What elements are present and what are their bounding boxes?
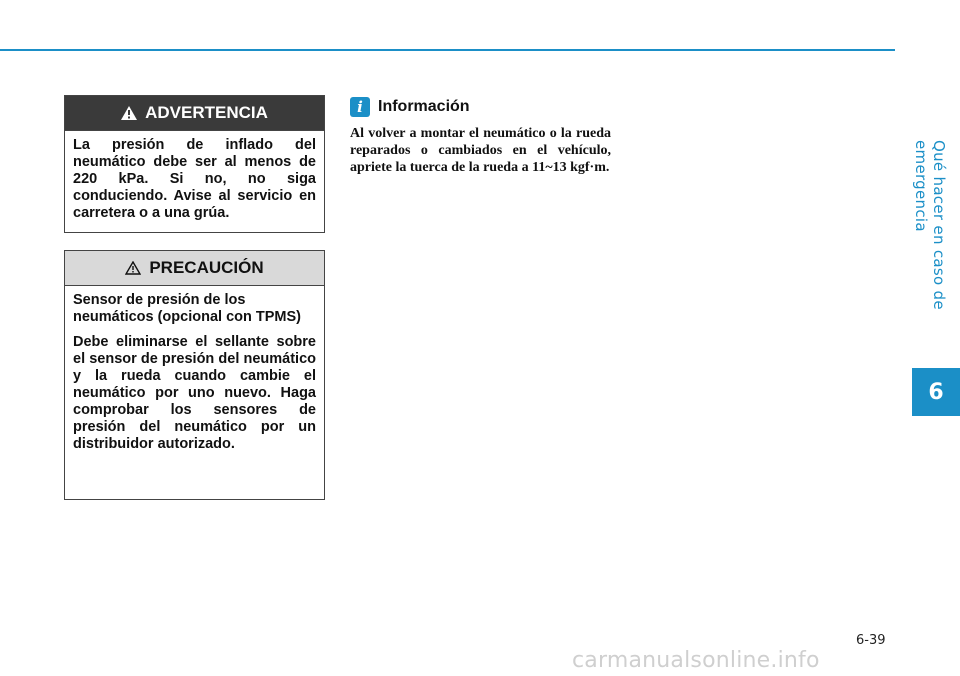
warning-header: [65, 96, 324, 131]
info-heading: [350, 97, 470, 117]
caution-subtitle: Sensor de presión de los neumáticos (opcional con TPMS): [73, 292, 301, 325]
header-rule: [0, 49, 895, 51]
caution-body: [65, 286, 324, 453]
chapter-tab[interactable]: 6: [912, 368, 960, 416]
info-title: Información: [378, 98, 470, 115]
warning-title: ADVERTENCIA: [145, 103, 268, 122]
caution-text: Debe eliminarse el sellante sobre el sensor de presión del neumático y la rueda cuando cambie el neumático por uno nuevo. Haga comprobar los sensores de presión del neumático por un distribuidor autorizado.: [73, 334, 316, 452]
watermark[interactable]: carmanualsonline.info: [572, 648, 820, 673]
chapter-side-label: Qué hacer en caso de emergencia: [912, 140, 948, 310]
warning-text: La presión de inflado del neumático debe ser al menos de 220 kPa. Si no, no siga conduciendo. Avise al servicio en carretera o a una grúa.: [73, 137, 316, 221]
info-icon: i: [350, 97, 370, 117]
info-text: Al volver a montar el neumático o la rueda reparados o cambiados en el vehículo, apriete la tuerca de la rueda a 11~13 kgf·m.: [350, 126, 611, 175]
caution-triangle-icon: [125, 261, 141, 275]
warning-body: [65, 131, 324, 222]
caution-title: PRECAUCIÓN: [149, 258, 264, 277]
caution-box: [64, 250, 325, 500]
page-number: 6-39: [856, 633, 886, 648]
warning-box: [64, 95, 325, 233]
caution-header: [65, 251, 324, 286]
warning-triangle-icon: [121, 106, 137, 120]
